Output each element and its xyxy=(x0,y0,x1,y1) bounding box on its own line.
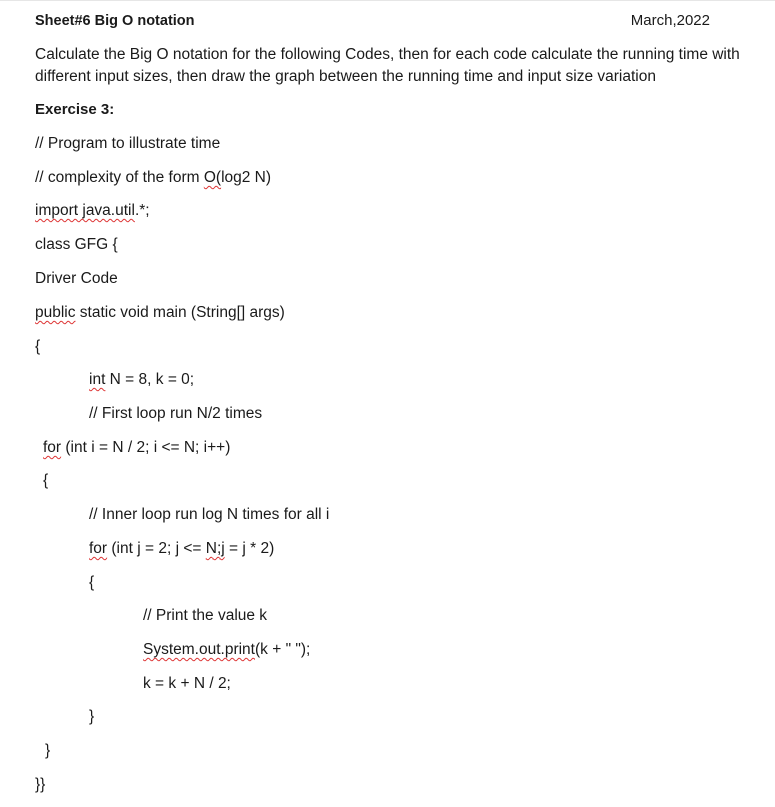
code-comment-line: // complexity of the form O(log2 N) xyxy=(35,169,272,186)
code-comment-line: // Print the value k xyxy=(143,607,268,624)
code-brace: { xyxy=(89,574,95,591)
code-comment-line: // Inner loop run log N times for all i xyxy=(89,506,330,523)
sheet-title: Sheet#6 Big O notation xyxy=(35,13,195,29)
code-brace: } xyxy=(89,708,95,725)
exercise-heading: Exercise 3: xyxy=(35,101,115,118)
code-class-line: class GFG { xyxy=(35,236,118,253)
code-brace: }} xyxy=(35,776,46,793)
sheet-date: March,2022 xyxy=(630,12,710,29)
code-comment-line: // First loop run N/2 times xyxy=(89,405,263,422)
code-main-line: public static void main (String[] args) xyxy=(35,304,285,321)
code-driver-label: Driver Code xyxy=(35,270,118,287)
code-assign-line: k = k + N / 2; xyxy=(143,675,231,692)
code-import-line: import java.util.*; xyxy=(35,202,150,219)
code-comment-line: // Program to illustrate time xyxy=(35,135,221,152)
code-declaration-line: int N = 8, k = 0; xyxy=(89,371,195,388)
code-brace: { xyxy=(43,472,49,489)
instructions-paragraph: Calculate the Big O notation for the following Codes, then for each code calculate the running time with different input sizes, then draw the graph between the running time and input size variation xyxy=(35,46,740,85)
code-brace: } xyxy=(45,742,51,759)
code-print-line: System.out.print(k + " "); xyxy=(143,641,311,658)
code-brace: { xyxy=(35,338,41,355)
code-inner-loop-line: for (int j = 2; j <= N;j = j * 2) xyxy=(89,540,275,557)
code-for-loop-line: for (int i = N / 2; i <= N; i++) xyxy=(43,439,231,456)
